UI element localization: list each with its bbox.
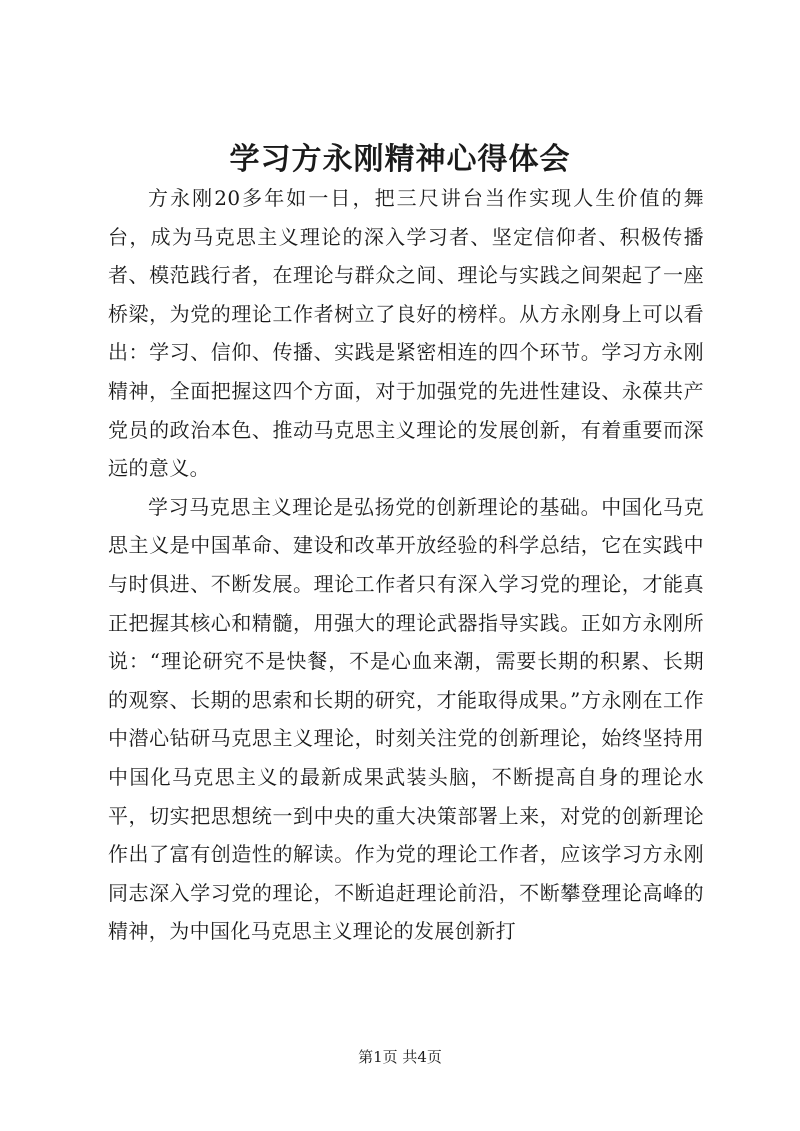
paragraph-1: 方永刚20多年如一日，把三尺讲台当作实现人生价值的舞台，成为马克思主义理论的深入学习者、坚定信仰者、积极传播者、模范践行者，在理论与群众之间、理论与实践之间架起了一座桥梁，为党的理论工作者树立了良好的榜样。从方永刚身上可以看出：学习、信仰、传播、实践是紧密相连的四个环节。学习方永刚精神，全面把握这四个方面，对于加强党的先进性建设、永葆共产党员的政治本色、推动马克思主义理论的发展创新，有着重要而深远的意义。 (108, 186, 704, 481)
paragraph-2: 学习马克思主义理论是弘扬党的创新理论的基础。中国化马克思主义是中国革命、建设和改革开放经验的科学总结，它在实践中与时俱进、不断发展。理论工作者只有深入学习党的理论，才能真正把握其核心和精髓，用强大的理论武器指导实践。正如方永刚所说：“理论研究不是快餐，不是心血来潮，需要长期的积累、长期的观察、长期的思索和长期的研究，才能取得成果。”方永刚在工作中潜心钻研马克思主义理论，时刻关注党的创新理论，始终坚持用中国化马克思主义的最新成果武装头脑，不断提高自身的理论水平，切实把思想统一到中央的重大决策部署上来，对党的创新理论作出了富有创造性的解读。作为党的理论工作者，应该学习方永刚同志深入学习党的理论，不断追赶理论前沿，不断攀登理论高峰的精神，为中国化马克思主义理论的发展创新打 (108, 494, 704, 944)
page-number-footer: 第1页 共4页 (358, 1048, 442, 1066)
document-body (108, 179, 704, 951)
document-title: 学习方永刚精神心得体会 (229, 142, 571, 177)
